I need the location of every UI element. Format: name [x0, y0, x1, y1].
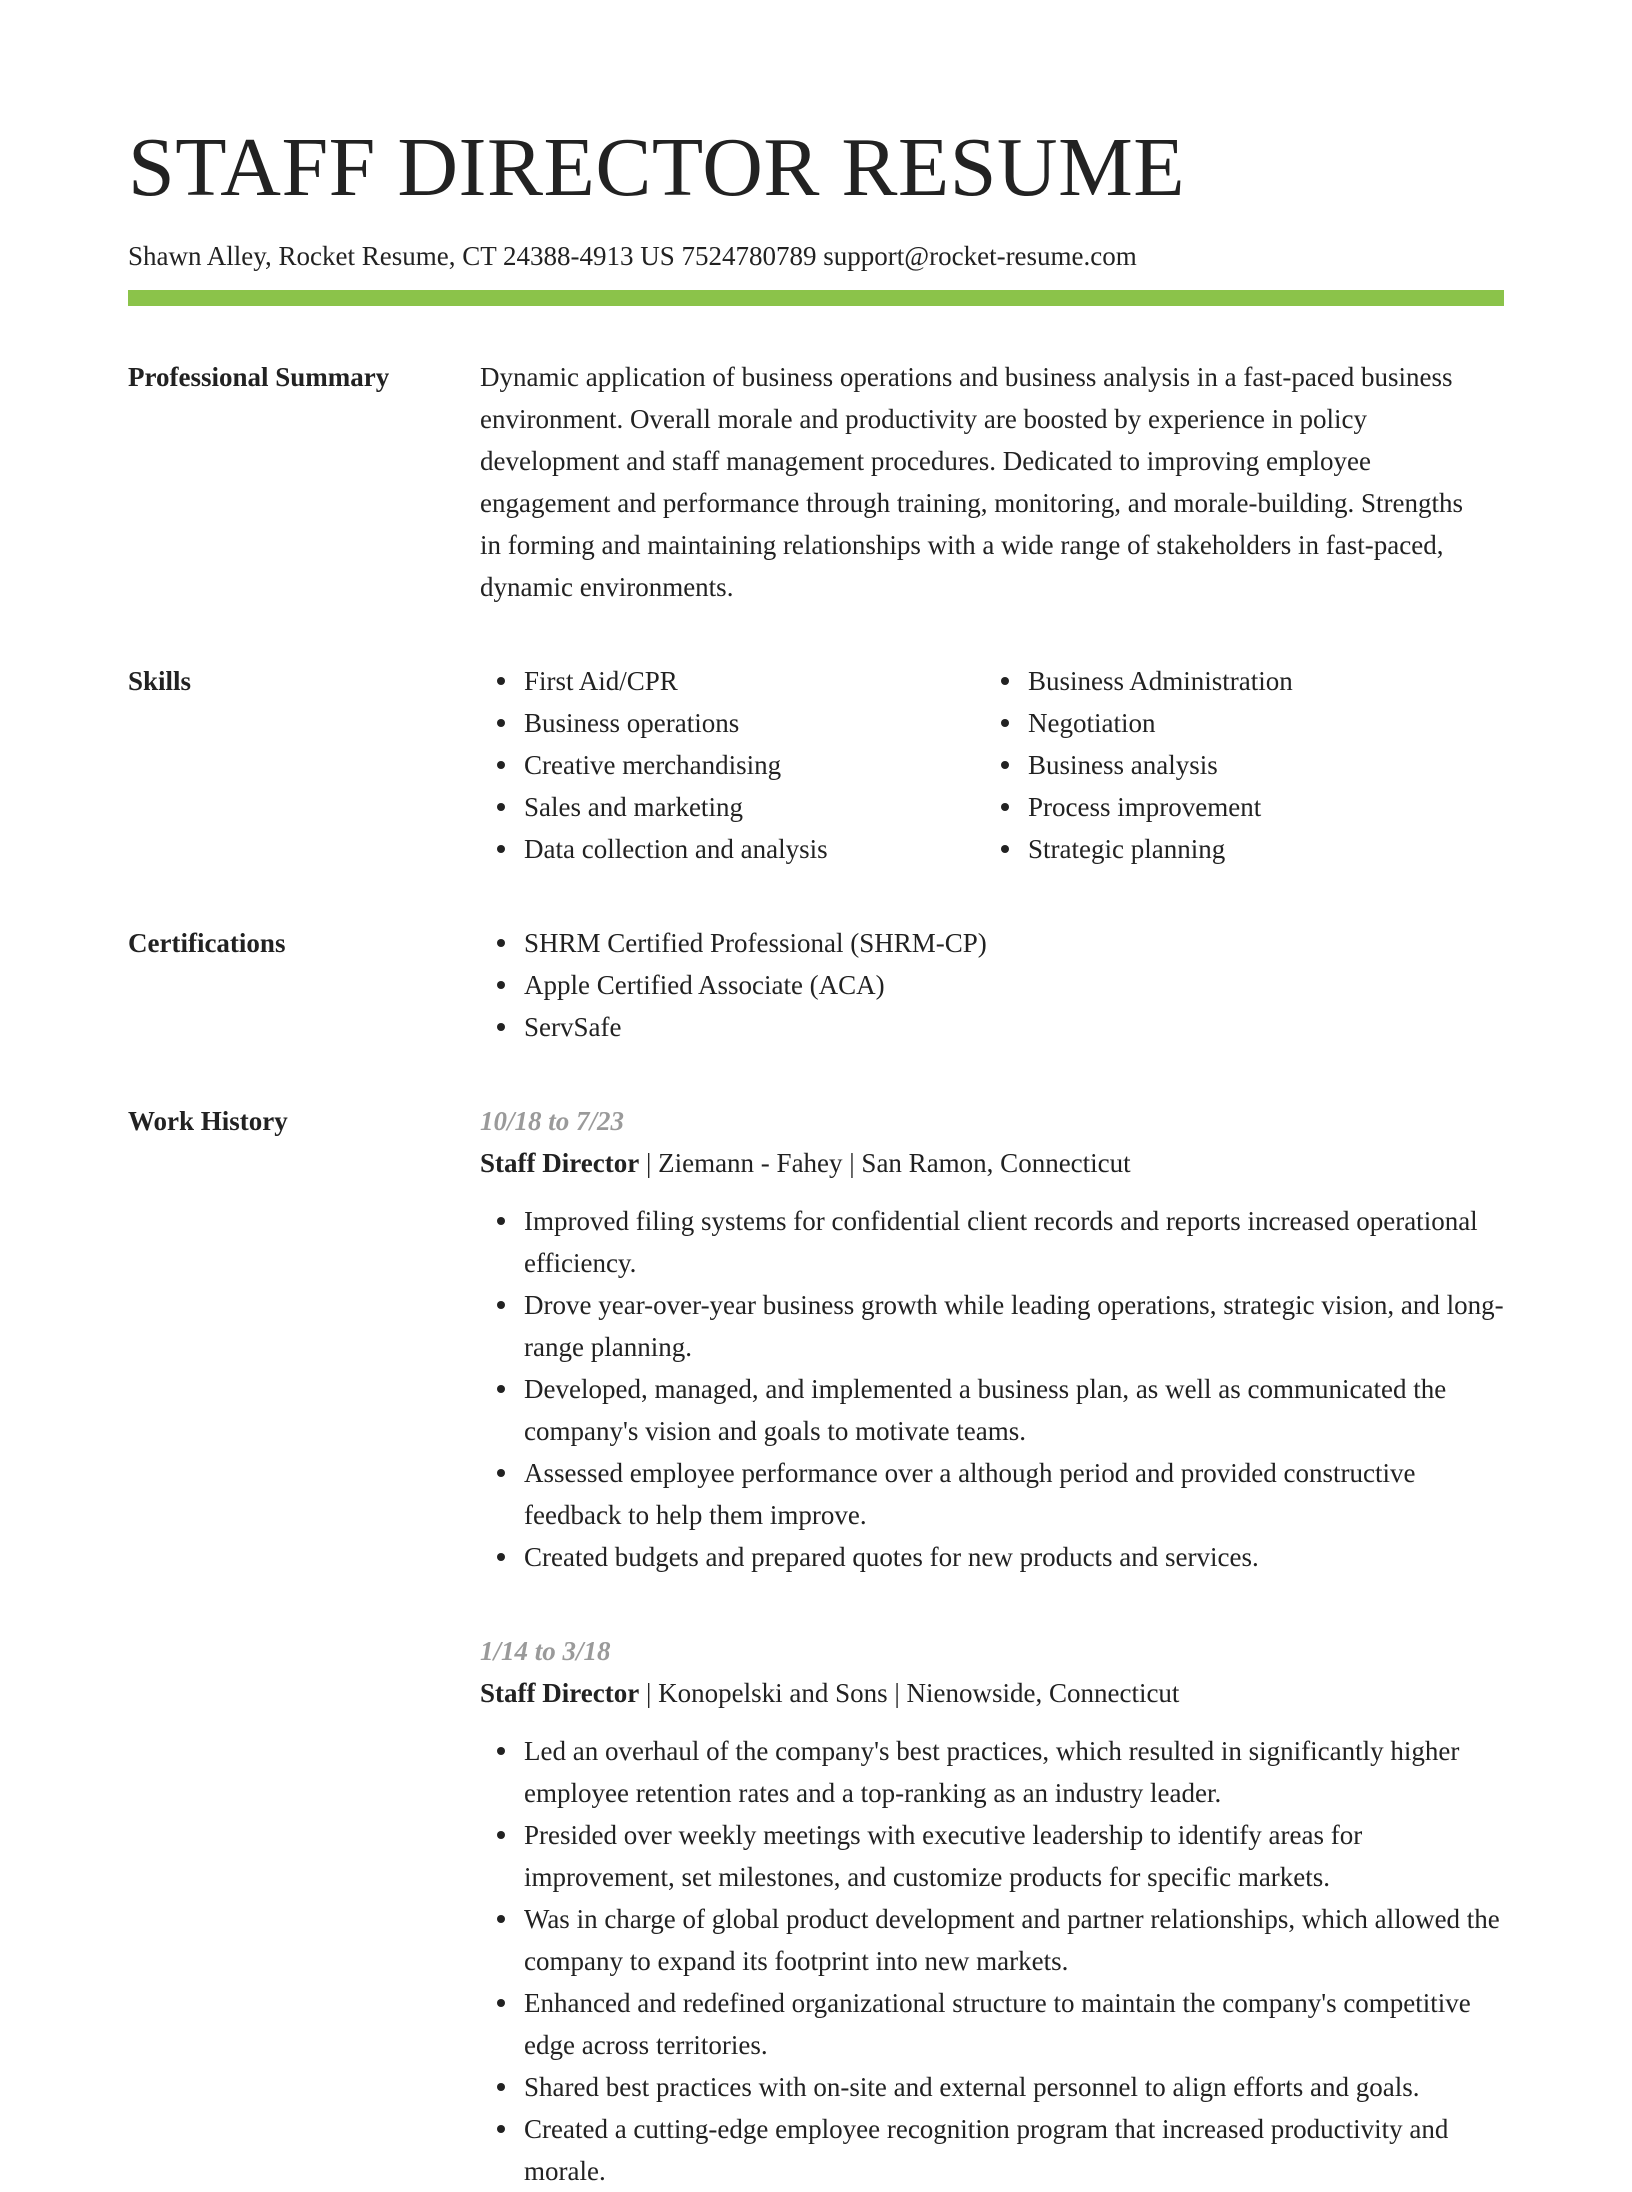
skills-section: [128, 660, 1504, 870]
skill-item: Business analysis: [1028, 744, 1488, 786]
job-bullets: [480, 1200, 1504, 1578]
certification-item: ServSafe: [524, 1006, 1504, 1048]
contact-location: CT 24388-4913 US: [462, 240, 682, 271]
skills-column-2: [984, 660, 1488, 870]
job-bullet: Led an overhaul of the company's best practices, which resulted in significantly higher employee retention rates and a top-ranking as an industry leader.: [524, 1730, 1504, 1814]
certifications-list: [480, 922, 1504, 1048]
job-bullet: Developed, managed, and implemented a business plan, as well as communicated the company's vision and goals to motivate teams.: [524, 1368, 1504, 1452]
skills-grid: [480, 660, 1504, 870]
certification-item: SHRM Certified Professional (SHRM-CP): [524, 922, 1504, 964]
job-bullets: [480, 1730, 1504, 2192]
skill-item: Business Administration: [1028, 660, 1488, 702]
skill-item: Data collection and analysis: [524, 828, 984, 870]
summary-section: [128, 356, 1504, 608]
contact-email: support@rocket-resume.com: [823, 240, 1137, 271]
certifications-section: [128, 922, 1504, 1048]
work-history-label: Work History: [128, 1105, 288, 1136]
skill-item: Business operations: [524, 702, 984, 744]
resume-page: [128, 118, 1504, 2192]
certification-item: Apple Certified Associate (ACA): [524, 964, 1504, 1006]
skills-body: [480, 660, 1504, 870]
skill-item: Sales and marketing: [524, 786, 984, 828]
skill-item: Strategic planning: [1028, 828, 1488, 870]
skills-column-1: [480, 660, 984, 870]
job-header: [480, 1142, 1504, 1184]
job-entry: [480, 1630, 1504, 2192]
work-history-body: [480, 1100, 1504, 2192]
job-bullet: Presided over weekly meetings with executive leadership to identify areas for improvement, set milestones, and customize products for specific markets.: [524, 1814, 1504, 1898]
job-header: [480, 1672, 1504, 1714]
job-bullet: Drove year-over-year business growth while leading operations, strategic vision, and long-range planning.: [524, 1284, 1504, 1368]
job-bullet: Improved filing systems for confidential client records and reports increased operational efficiency.: [524, 1200, 1504, 1284]
job-details: | Konopelski and Sons | Nienowside, Connecticut: [639, 1677, 1180, 1708]
skills-list-2: [984, 660, 1488, 870]
job-title: Staff Director: [480, 1677, 640, 1708]
job-bullet: Assessed employee performance over a although period and provided constructive feedback to help them improve.: [524, 1452, 1504, 1536]
summary-label: Professional Summary: [128, 361, 390, 392]
skills-label: Skills: [128, 665, 192, 696]
contact-phone: 7524780789: [681, 240, 824, 271]
job-dates: 10/18 to 7/23: [480, 1105, 625, 1136]
accent-divider: [128, 290, 1504, 306]
certifications-label: Certifications: [128, 927, 286, 958]
skill-item: Creative merchandising: [524, 744, 984, 786]
job-bullet: Created budgets and prepared quotes for new products and services.: [524, 1536, 1504, 1578]
summary-body: [480, 356, 1504, 608]
skill-item: Process improvement: [1028, 786, 1488, 828]
certifications-body: [480, 922, 1504, 1048]
contact-line: [128, 239, 1504, 274]
job-title: Staff Director: [480, 1147, 640, 1178]
job-bullet: Enhanced and redefined organizational structure to maintain the company's competitive edge across territories.: [524, 1982, 1504, 2066]
job-entry: [480, 1100, 1504, 1578]
job-details: | Ziemann - Fahey | San Ramon, Connecticut: [639, 1147, 1131, 1178]
work-history-section: [128, 1100, 1504, 2192]
skill-item: First Aid/CPR: [524, 660, 984, 702]
contact-name: Shawn Alley,: [128, 240, 279, 271]
contact-company: Rocket Resume,: [278, 240, 463, 271]
job-bullet: Created a cutting-edge employee recognition program that increased productivity and morale.: [524, 2108, 1504, 2192]
summary-text: Dynamic application of business operations and business analysis in a fast-paced business environment. Overall morale and productivity are boosted by experience in policy development and staff management procedures. Dedicated to improving employee engagement and performance through training, monitoring, and morale-building. Strengths in forming and maintaining relationships with a wide range of stakeholders in fast-paced, dynamic environments.: [480, 361, 1463, 602]
job-dates: 1/14 to 3/18: [480, 1635, 611, 1666]
job-bullet: Shared best practices with on-site and external personnel to align efforts and goals.: [524, 2066, 1504, 2108]
page-title: STAFF DIRECTOR RESUME: [128, 121, 1186, 214]
job-bullet: Was in charge of global product development and partner relationships, which allowed the company to expand its footprint into new markets.: [524, 1898, 1504, 1982]
skills-list-1: [480, 660, 984, 870]
skill-item: Negotiation: [1028, 702, 1488, 744]
